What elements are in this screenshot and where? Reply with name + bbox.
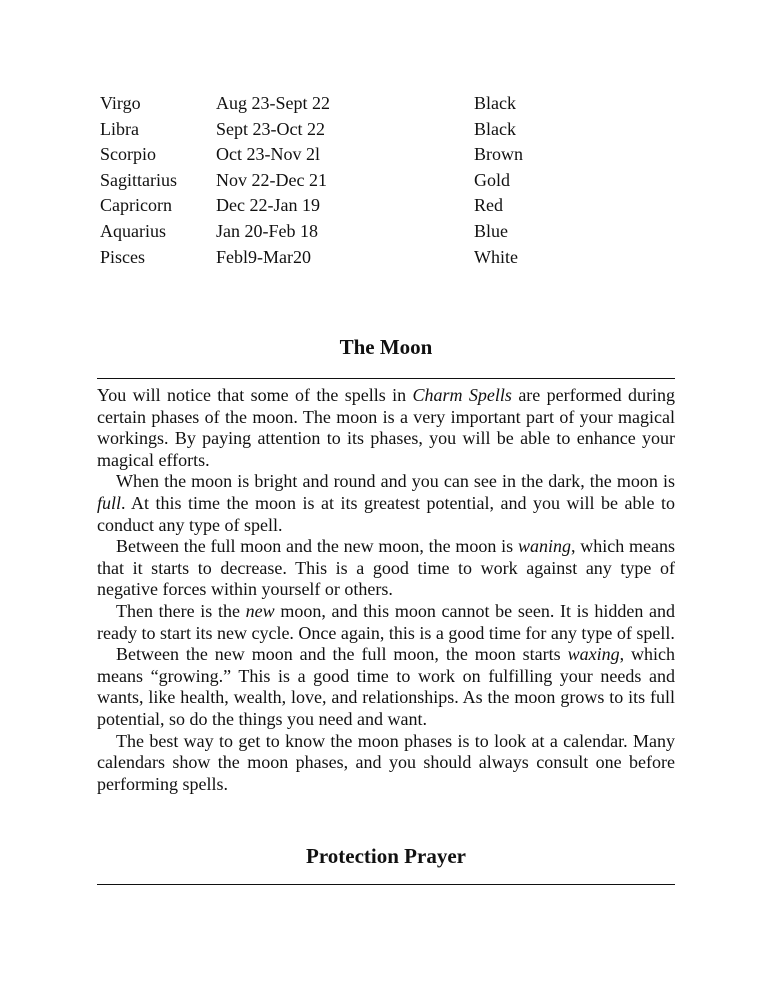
zodiac-color: White xyxy=(474,246,518,267)
zodiac-row xyxy=(100,168,680,194)
zodiac-row xyxy=(100,193,680,219)
zodiac-color: Blue xyxy=(474,220,508,241)
paragraph-text: The best way to get to know the moon phases is to look at a calendar. Many calendars show the moon phases, and you should always consult one before performing spells. xyxy=(97,730,675,794)
paragraph-text: Then there is the xyxy=(116,600,246,621)
italic-term: Charm Spells xyxy=(412,385,512,405)
italic-term: waning xyxy=(517,536,571,557)
zodiac-dates: Dec 22-Jan 19 xyxy=(216,195,320,216)
paragraph-text: , which means “growing.” This is a good time to work on fulfilling your needs and wants, like health, wealth, love, and relationships. As the moon grows to its full potential, so do the things you need and want. xyxy=(97,644,675,729)
zodiac-sign: Libra xyxy=(100,118,139,139)
zodiac-sign: Scorpio xyxy=(100,144,156,165)
zodiac-row xyxy=(100,219,680,245)
zodiac-color-table xyxy=(100,91,680,270)
moon-heading-rule xyxy=(97,378,675,379)
italic-term: waxing xyxy=(567,644,620,665)
zodiac-sign: Sagittarius xyxy=(100,169,177,190)
zodiac-dates: Oct 23-Nov 2l xyxy=(216,144,320,165)
moon-paragraph xyxy=(97,731,675,796)
paragraph-text: moon, and this moon cannot be seen. It is hidden and ready to start its new cycle. Once again, this is a good time for any type of spell. xyxy=(97,600,675,643)
zodiac-sign: Pisces xyxy=(100,246,145,267)
zodiac-row xyxy=(100,117,680,143)
paragraph-text: Between the new moon and the full moon, the moon starts xyxy=(116,644,568,665)
zodiac-dates: Febl9-Mar20 xyxy=(216,246,311,267)
zodiac-color: Red xyxy=(474,195,503,216)
zodiac-color: Brown xyxy=(474,144,523,165)
zodiac-color: Black xyxy=(474,118,516,139)
italic-term: full xyxy=(97,492,122,513)
zodiac-dates: Jan 20-Feb 18 xyxy=(216,220,318,241)
paragraph-text: Between the full moon and the new moon, the moon is xyxy=(116,536,518,557)
italic-term: new xyxy=(245,600,275,621)
zodiac-dates: Aug 23-Sept 22 xyxy=(216,93,330,113)
paragraph-text: . At this time the moon is at its greatest potential, and you will be able to conduct any type of spell. xyxy=(97,492,675,535)
zodiac-color: Black xyxy=(474,93,516,113)
zodiac-sign: Capricorn xyxy=(100,195,172,216)
zodiac-row xyxy=(100,245,680,271)
protection-prayer-heading: Protection Prayer xyxy=(306,844,466,868)
zodiac-sign: Virgo xyxy=(100,93,141,113)
moon-paragraph xyxy=(97,601,675,644)
moon-paragraph xyxy=(97,536,675,601)
zodiac-sign: Aquarius xyxy=(100,220,166,241)
paragraph-text: When the moon is bright and round and you can see in the dark, the moon is xyxy=(116,471,675,492)
zodiac-row xyxy=(100,91,680,117)
zodiac-color: Gold xyxy=(474,169,510,190)
zodiac-dates: Sept 23-Oct 22 xyxy=(216,118,325,139)
moon-paragraph xyxy=(97,644,675,730)
zodiac-dates: Nov 22-Dec 21 xyxy=(216,169,327,190)
protection-heading-rule xyxy=(97,884,675,885)
paragraph-text: are performed during certain phases of the moon. The moon is a very important part of your magical workings. By paying attention to its phases, you will be able to enhance your magical efforts. xyxy=(97,385,675,470)
moon-paragraph xyxy=(97,471,675,536)
moon-paragraph xyxy=(97,385,675,471)
paragraph-text: You will notice that some of the spells in xyxy=(97,385,413,405)
paragraph-text: , which means that it starts to decrease. This is a good time to work against any type of negative forces within yourself or others. xyxy=(97,536,675,600)
moon-body-text xyxy=(97,385,675,795)
zodiac-row xyxy=(100,142,680,168)
moon-heading: The Moon xyxy=(339,335,433,359)
